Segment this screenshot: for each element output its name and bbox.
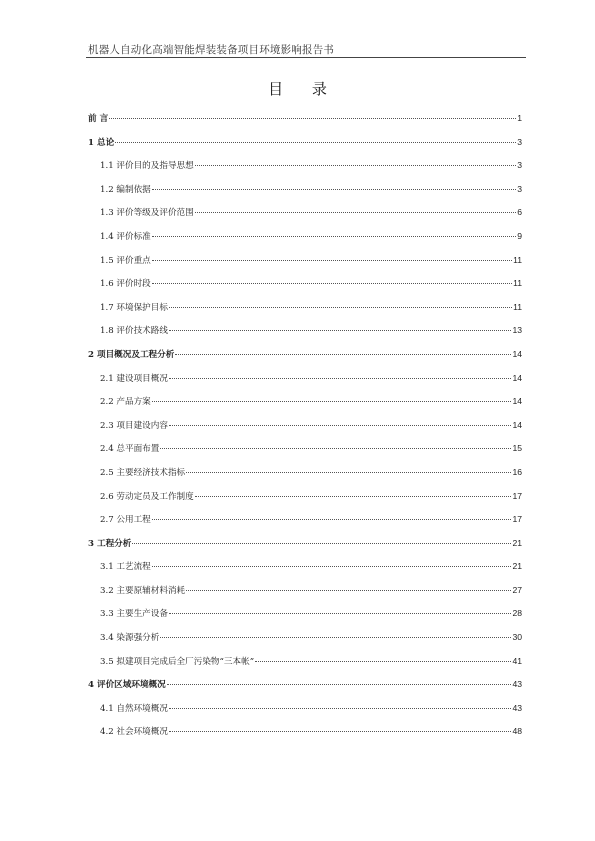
toc-entry[interactable] (88, 560, 522, 584)
toc-entry-page-number: 30 (512, 632, 522, 643)
toc-entry-label: 2.4 总平面布置 (100, 444, 160, 455)
dot-leader (169, 378, 511, 379)
toc-entry[interactable] (88, 395, 522, 419)
toc-title: 目 录 (268, 80, 339, 98)
toc-entry-page-number: 17 (512, 514, 522, 525)
toc-entry[interactable] (88, 159, 522, 183)
toc-entry[interactable] (88, 372, 522, 396)
dot-leader (152, 260, 512, 261)
toc-entry[interactable] (88, 230, 522, 254)
toc-entry-label: 1.1 评价目的及指导思想 (100, 161, 194, 172)
dot-leader (255, 661, 511, 662)
toc-entry-label: 1.4 评价标准 (100, 231, 151, 242)
dot-leader (169, 613, 511, 614)
toc-entry-page-number: 43 (512, 679, 522, 690)
dot-leader (160, 637, 511, 638)
toc-entry-label: 2 项目概况及工程分析 (88, 349, 175, 360)
toc-entry[interactable] (88, 631, 522, 655)
toc-entry-label: 4.1 自然环境概况 (100, 703, 168, 714)
toc-entry-page-number: 17 (512, 490, 522, 501)
toc-entry[interactable] (88, 584, 522, 608)
toc-entry-page-number: 27 (512, 584, 522, 595)
dot-leader (132, 543, 511, 544)
table-of-contents (88, 112, 522, 749)
toc-entry[interactable] (88, 324, 522, 348)
toc-entry[interactable] (88, 277, 522, 301)
toc-entry[interactable] (88, 607, 522, 631)
dot-leader (152, 519, 512, 520)
toc-entry-page-number: 21 (512, 537, 522, 548)
running-header: 机器人自动化高端智能焊装装备项目环境影响报告书 (88, 44, 335, 56)
toc-entry-page-number: 15 (512, 443, 522, 454)
toc-entry-page-number: 14 (512, 372, 522, 383)
toc-entry-page-number: 16 (512, 466, 522, 477)
dot-leader (169, 425, 511, 426)
toc-entry[interactable] (88, 183, 522, 207)
toc-entry-label: 3 工程分析 (88, 538, 132, 549)
toc-entry-page-number: 3 (517, 183, 522, 194)
dot-leader (109, 118, 516, 119)
toc-entry-label: 1.2 编制依据 (100, 184, 151, 195)
toc-entry-page-number: 48 (512, 726, 522, 737)
toc-entry-page-number: 21 (512, 561, 522, 572)
dot-leader (195, 496, 512, 497)
dot-leader (152, 189, 516, 190)
toc-entry[interactable] (88, 513, 522, 537)
toc-entry[interactable] (88, 466, 522, 490)
dot-leader (152, 236, 516, 237)
toc-entry-page-number: 9 (517, 230, 522, 241)
toc-entry-label: 3.3 主要生产设备 (100, 609, 168, 620)
toc-entry-label: 2.3 项目建设内容 (100, 420, 168, 431)
toc-entry-label: 1 总论 (88, 137, 115, 148)
toc-entry-page-number: 3 (517, 160, 522, 171)
toc-entry-label: 1.3 评价等级及评价范围 (100, 208, 194, 219)
toc-entry[interactable] (88, 301, 522, 325)
toc-entry-page-number: 11 (513, 278, 522, 289)
toc-entry[interactable] (88, 702, 522, 726)
header-rule (86, 57, 526, 58)
toc-entry-label: 3.5 拟建项目完成后全厂污染物“三本帐” (100, 656, 255, 667)
toc-entry[interactable] (88, 537, 522, 561)
toc-entry[interactable] (88, 678, 522, 702)
dot-leader (186, 472, 511, 473)
toc-entry[interactable] (88, 112, 522, 136)
toc-entry[interactable] (88, 655, 522, 679)
toc-entry-page-number: 14 (512, 419, 522, 430)
dot-leader (167, 684, 512, 685)
toc-entry-page-number: 41 (512, 655, 522, 666)
toc-entry-page-number: 28 (512, 608, 522, 619)
toc-entry-page-number: 3 (517, 136, 522, 147)
toc-entry[interactable] (88, 136, 522, 160)
toc-entry-label: 1.6 评价时段 (100, 279, 151, 290)
toc-entry[interactable] (88, 725, 522, 749)
toc-entry-page-number: 6 (517, 207, 522, 218)
toc-entry[interactable] (88, 490, 522, 514)
dot-leader (115, 142, 516, 143)
toc-entry[interactable] (88, 419, 522, 443)
dot-leader (186, 590, 511, 591)
toc-entry[interactable] (88, 348, 522, 372)
toc-entry-page-number: 13 (512, 325, 522, 336)
toc-entry-page-number: 14 (512, 396, 522, 407)
toc-entry[interactable] (88, 442, 522, 466)
toc-entry-label: 4.2 社会环境概况 (100, 727, 168, 738)
toc-entry-page-number: 11 (513, 254, 522, 265)
toc-entry-label: 1.5 评价重点 (100, 255, 151, 266)
dot-leader (195, 212, 516, 213)
toc-entry-label: 2.5 主要经济技术指标 (100, 467, 186, 478)
toc-entry-label: 4 评价区域环境概况 (88, 680, 166, 691)
dot-leader (160, 448, 511, 449)
toc-entry-label: 前 言 (88, 114, 109, 124)
toc-entry-label: 2.1 建设项目概况 (100, 373, 168, 384)
dot-leader (175, 354, 511, 355)
dot-leader (169, 330, 511, 331)
toc-entry-page-number: 11 (513, 301, 522, 312)
dot-leader (195, 165, 516, 166)
dot-leader (169, 708, 511, 709)
dot-leader (169, 731, 511, 732)
toc-entry-label: 1.8 评价技术路线 (100, 326, 168, 337)
dot-leader (152, 283, 512, 284)
toc-entry-page-number: 43 (512, 702, 522, 713)
toc-entry-label: 2.2 产品方案 (100, 397, 151, 408)
toc-entry-label: 1.7 环境保护目标 (100, 302, 168, 313)
toc-entry-page-number: 14 (512, 348, 522, 359)
toc-entry-label: 3.1 工艺流程 (100, 562, 151, 573)
toc-entry-label: 2.6 劳动定员及工作制度 (100, 491, 194, 502)
dot-leader (152, 566, 512, 567)
dot-leader (169, 307, 512, 308)
dot-leader (152, 401, 512, 402)
toc-entry-label: 3.2 主要原辅材料消耗 (100, 585, 186, 596)
toc-entry-label: 2.7 公用工程 (100, 515, 151, 526)
toc-entry-label: 3.4 染源强分析 (100, 633, 160, 644)
toc-entry[interactable] (88, 206, 522, 230)
toc-entry[interactable] (88, 254, 522, 278)
toc-entry-page-number: 1 (517, 113, 522, 123)
